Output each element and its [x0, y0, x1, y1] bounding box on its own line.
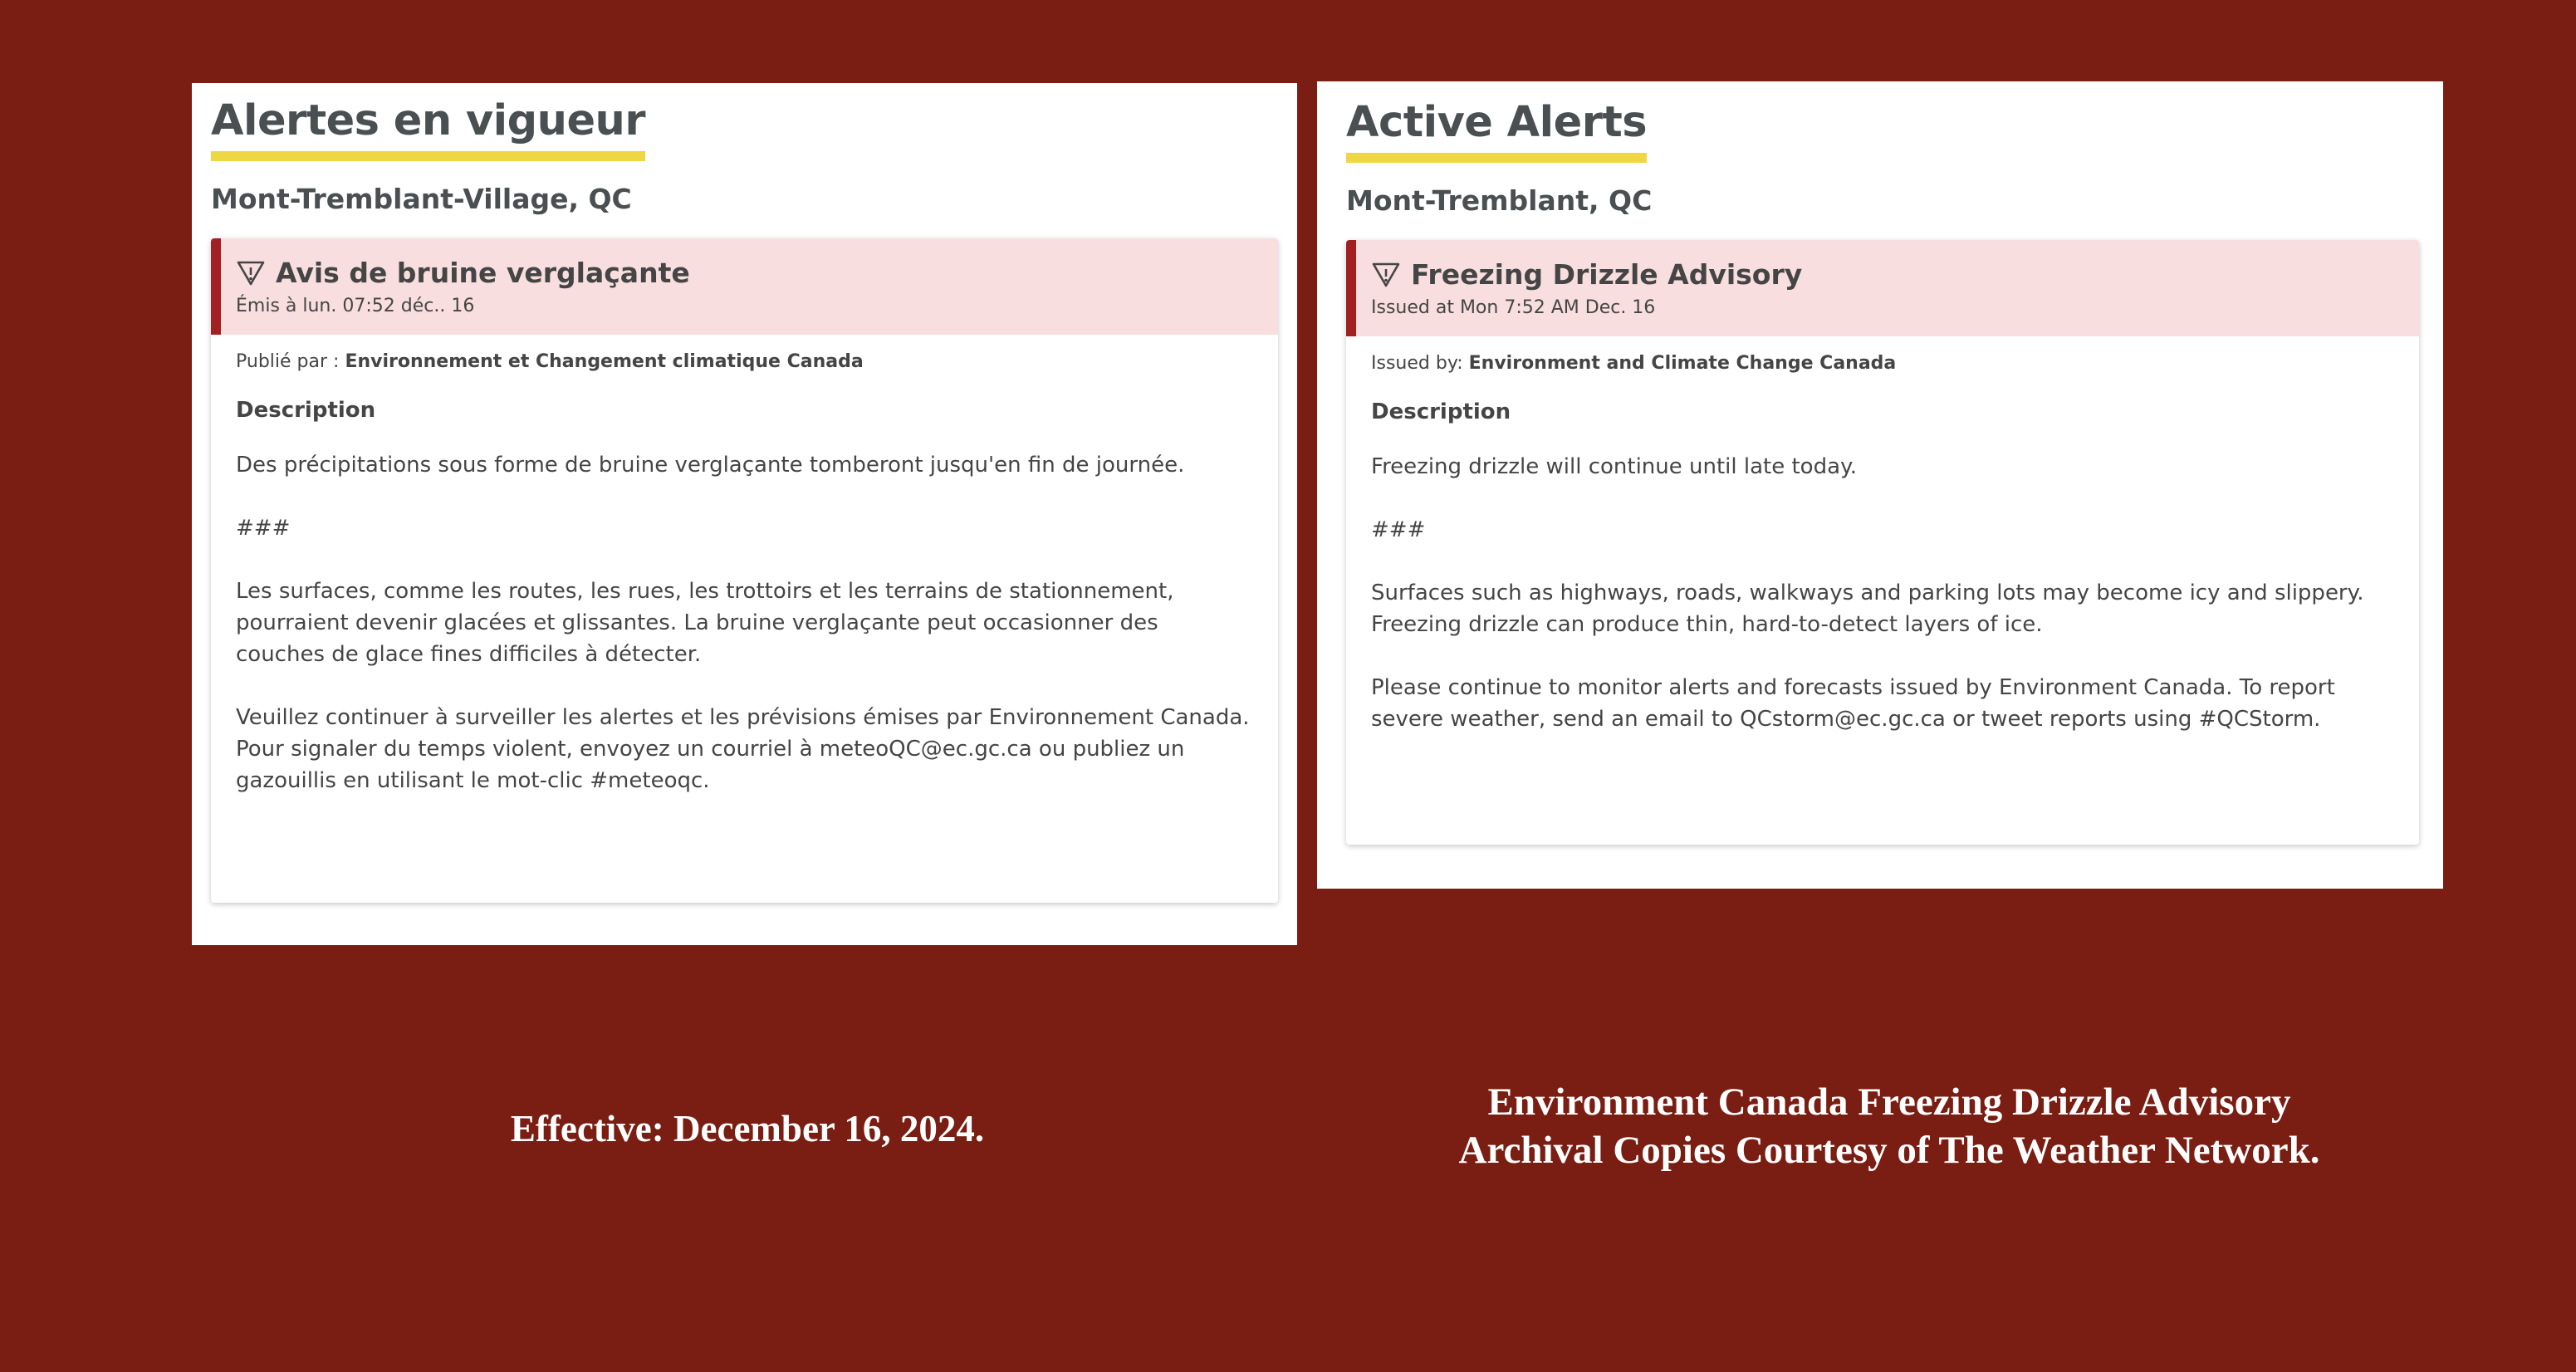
alert-title: Avis de bruine verglaçante — [276, 257, 690, 289]
alert-title: Freezing Drizzle Advisory — [1411, 258, 1803, 291]
warning-triangle-icon — [236, 259, 266, 287]
heading-underline — [1346, 153, 1647, 163]
description-paragraph: Freezing drizzle will continue until late today. — [1371, 454, 1857, 479]
page-heading — [211, 96, 645, 161]
publisher-label: Issued by: — [1371, 353, 1469, 374]
warning-triangle-icon — [1371, 261, 1401, 289]
description-paragraph: Des précipitations sous forme de bruine verglaçante tomberont jusqu'en fin de journée. — [236, 453, 1185, 478]
description-heading: Description — [236, 398, 376, 423]
alerts-panel-english — [1317, 81, 2443, 889]
page-title: Active Alerts — [1346, 98, 1648, 147]
alert-issued-time: Issued at Mon 7:52 AM Dec. 16 — [1371, 297, 1656, 318]
heading-underline — [211, 151, 645, 161]
publisher-name: Environment and Climate Change Canada — [1468, 353, 1897, 374]
publisher-name: Environnement et Changement climatique Canada — [345, 351, 864, 372]
alert-card[interactable] — [211, 238, 1278, 903]
caption-title-line: Environment Canada Freezing Drizzle Advisory — [1487, 1080, 2291, 1124]
description-paragraph: Please continue to monitor alerts and forecasts issued by Environment Canada. To report severe weather, send an email to QCstorm@ec.gc.ca or tweet reports using #QCStorm. — [1371, 675, 2335, 732]
alert-issued-time: Émis à lun. 07:52 déc.. 16 — [236, 296, 475, 316]
effective-date-caption: Effective: December 16, 2024. — [510, 1108, 985, 1149]
caption-credit-line: Archival Copies Courtesy of The Weather Network. — [1458, 1129, 2320, 1172]
publisher-row — [236, 350, 1253, 375]
page-title: Alertes en vigueur — [211, 96, 646, 145]
location-label: Mont-Tremblant, QC — [1346, 184, 1653, 217]
description-paragraph: Veuillez continuer à surveiller les alertes et les prévisions émises par Environnement Canada. Pour signaler du temps violent, envoyez un courriel à meteoQC@ec.gc.ca ou publiez un gazouillis en utilisant le mot-clic #meteoqc. — [236, 705, 1250, 793]
archive-caption — [1395, 1078, 2383, 1174]
publisher-label: Publié par : — [236, 351, 345, 372]
description-paragraph: Les surfaces, comme les routes, les rues, les trottoirs et les terrains de stationnement, pourraient devenir glacées et glissantes. La bruine verglaçante peut occasionner des couches de glace fines difficiles à détecter. — [236, 579, 1174, 667]
alert-card-header[interactable] — [211, 238, 1278, 335]
page-heading — [1346, 98, 1647, 163]
alert-card-header[interactable] — [1346, 240, 2419, 336]
description-separator: ### — [236, 516, 291, 541]
description-separator: ### — [1371, 517, 1426, 542]
description-paragraph: Surfaces such as highways, roads, walkways and parking lots may become icy and slippery. Freezing drizzle can produce thin, hard-to-detect layers of ice. — [1371, 581, 2364, 637]
location-label: Mont-Tremblant-Village, QC — [211, 183, 632, 215]
publisher-row — [1371, 351, 2394, 376]
description-heading: Description — [1371, 399, 1511, 424]
alerts-panel-french — [192, 83, 1297, 945]
alert-card[interactable] — [1346, 240, 2419, 845]
